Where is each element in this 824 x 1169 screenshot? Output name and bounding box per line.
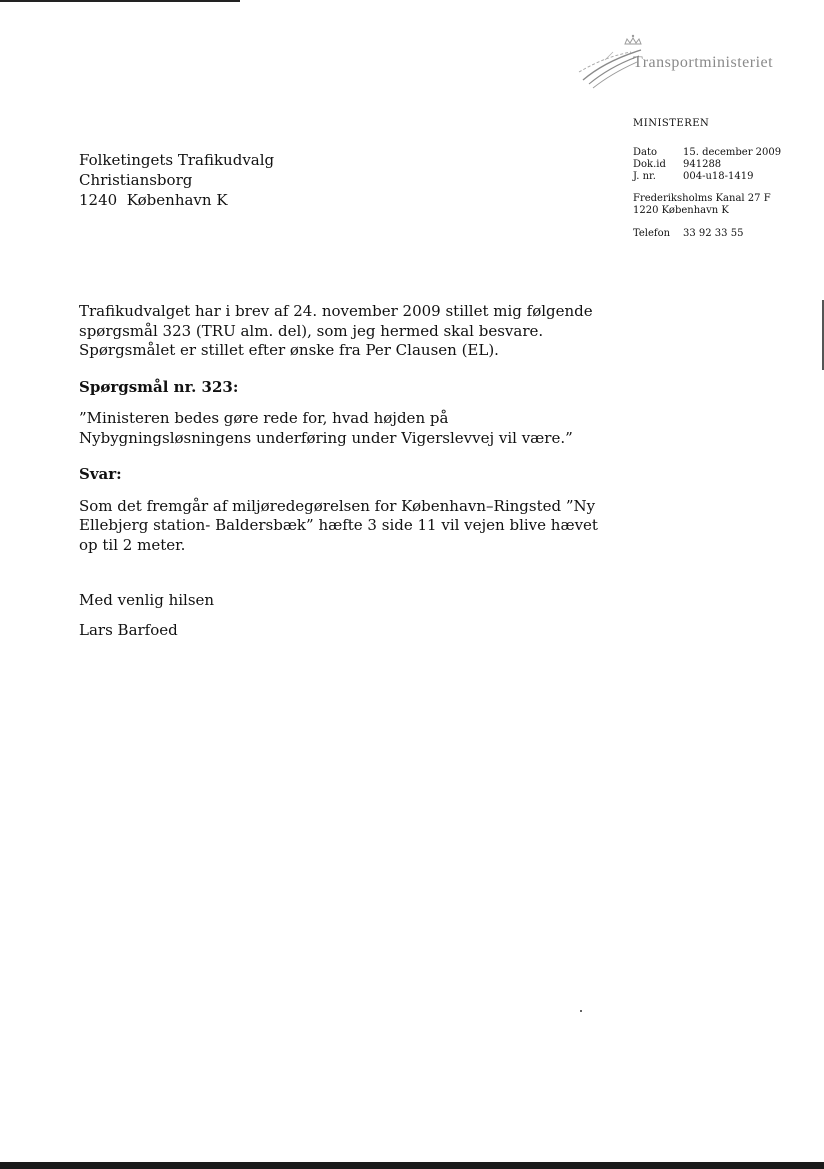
closing-greeting: Med venlig hilsen xyxy=(79,591,215,609)
signature-name: Lars Barfoed xyxy=(79,620,178,639)
question-text: ”Ministeren bedes gøre rede for, hvad højden på Nybygningsløsningens underføring under Vigerslevvej vil være.” xyxy=(79,409,573,447)
address-line: Frederiksholms Kanal 27 F xyxy=(633,193,771,204)
recipient-line: Christiansborg xyxy=(79,171,193,189)
recipient-address xyxy=(79,150,274,210)
sender-address xyxy=(633,193,813,217)
scan-bottom-edge xyxy=(0,1162,824,1169)
phone-row xyxy=(633,228,813,240)
phone-value: 33 92 33 55 xyxy=(683,228,744,239)
logo-wordmark: Transportministeriet xyxy=(633,54,774,71)
phone-label: Telefon xyxy=(633,228,671,239)
question-heading: Spørgsmål nr. 323: xyxy=(79,377,239,396)
meta-row-docid xyxy=(633,159,813,171)
meta-value: 15. december 2009 xyxy=(683,147,782,158)
meta-label: Dato xyxy=(633,147,658,158)
scan-top-line xyxy=(0,0,240,2)
address-line: 1220 København K xyxy=(633,205,729,216)
answer-text: Som det fremgår af miljøredegørelsen for København–Ringsted ”Ny Ellebjerg station- Baldersbæk” hæfte 3 side 11 vil vejen blive hævet op til 2 meter. xyxy=(79,496,598,554)
intro-paragraph: Trafikudvalget har i brev af 24. november 2009 stillet mig følgende spørgsmål 323 (TRU alm. del), som jeg hermed skal besvare. Spørgsmålet er stillet efter ønske fra Per Clausen (EL). xyxy=(79,302,593,359)
meta-label: J. nr. xyxy=(633,171,656,182)
sender-sidebar xyxy=(633,118,813,240)
meta-row-date xyxy=(633,147,813,159)
scan-speck xyxy=(580,1010,582,1012)
sender-heading: MINISTEREN xyxy=(633,118,710,129)
ministry-logo xyxy=(575,30,800,90)
meta-row-journal xyxy=(633,171,813,183)
letter-body xyxy=(79,302,599,640)
meta-value: 941288 xyxy=(683,159,722,170)
meta-label: Dok.id xyxy=(633,159,666,170)
meta-value: 004-u18-1419 xyxy=(683,171,754,182)
recipient-line: Folketingets Trafikudvalg xyxy=(79,151,275,169)
answer-heading: Svar: xyxy=(79,465,122,483)
recipient-line: 1240 København K xyxy=(79,191,228,209)
